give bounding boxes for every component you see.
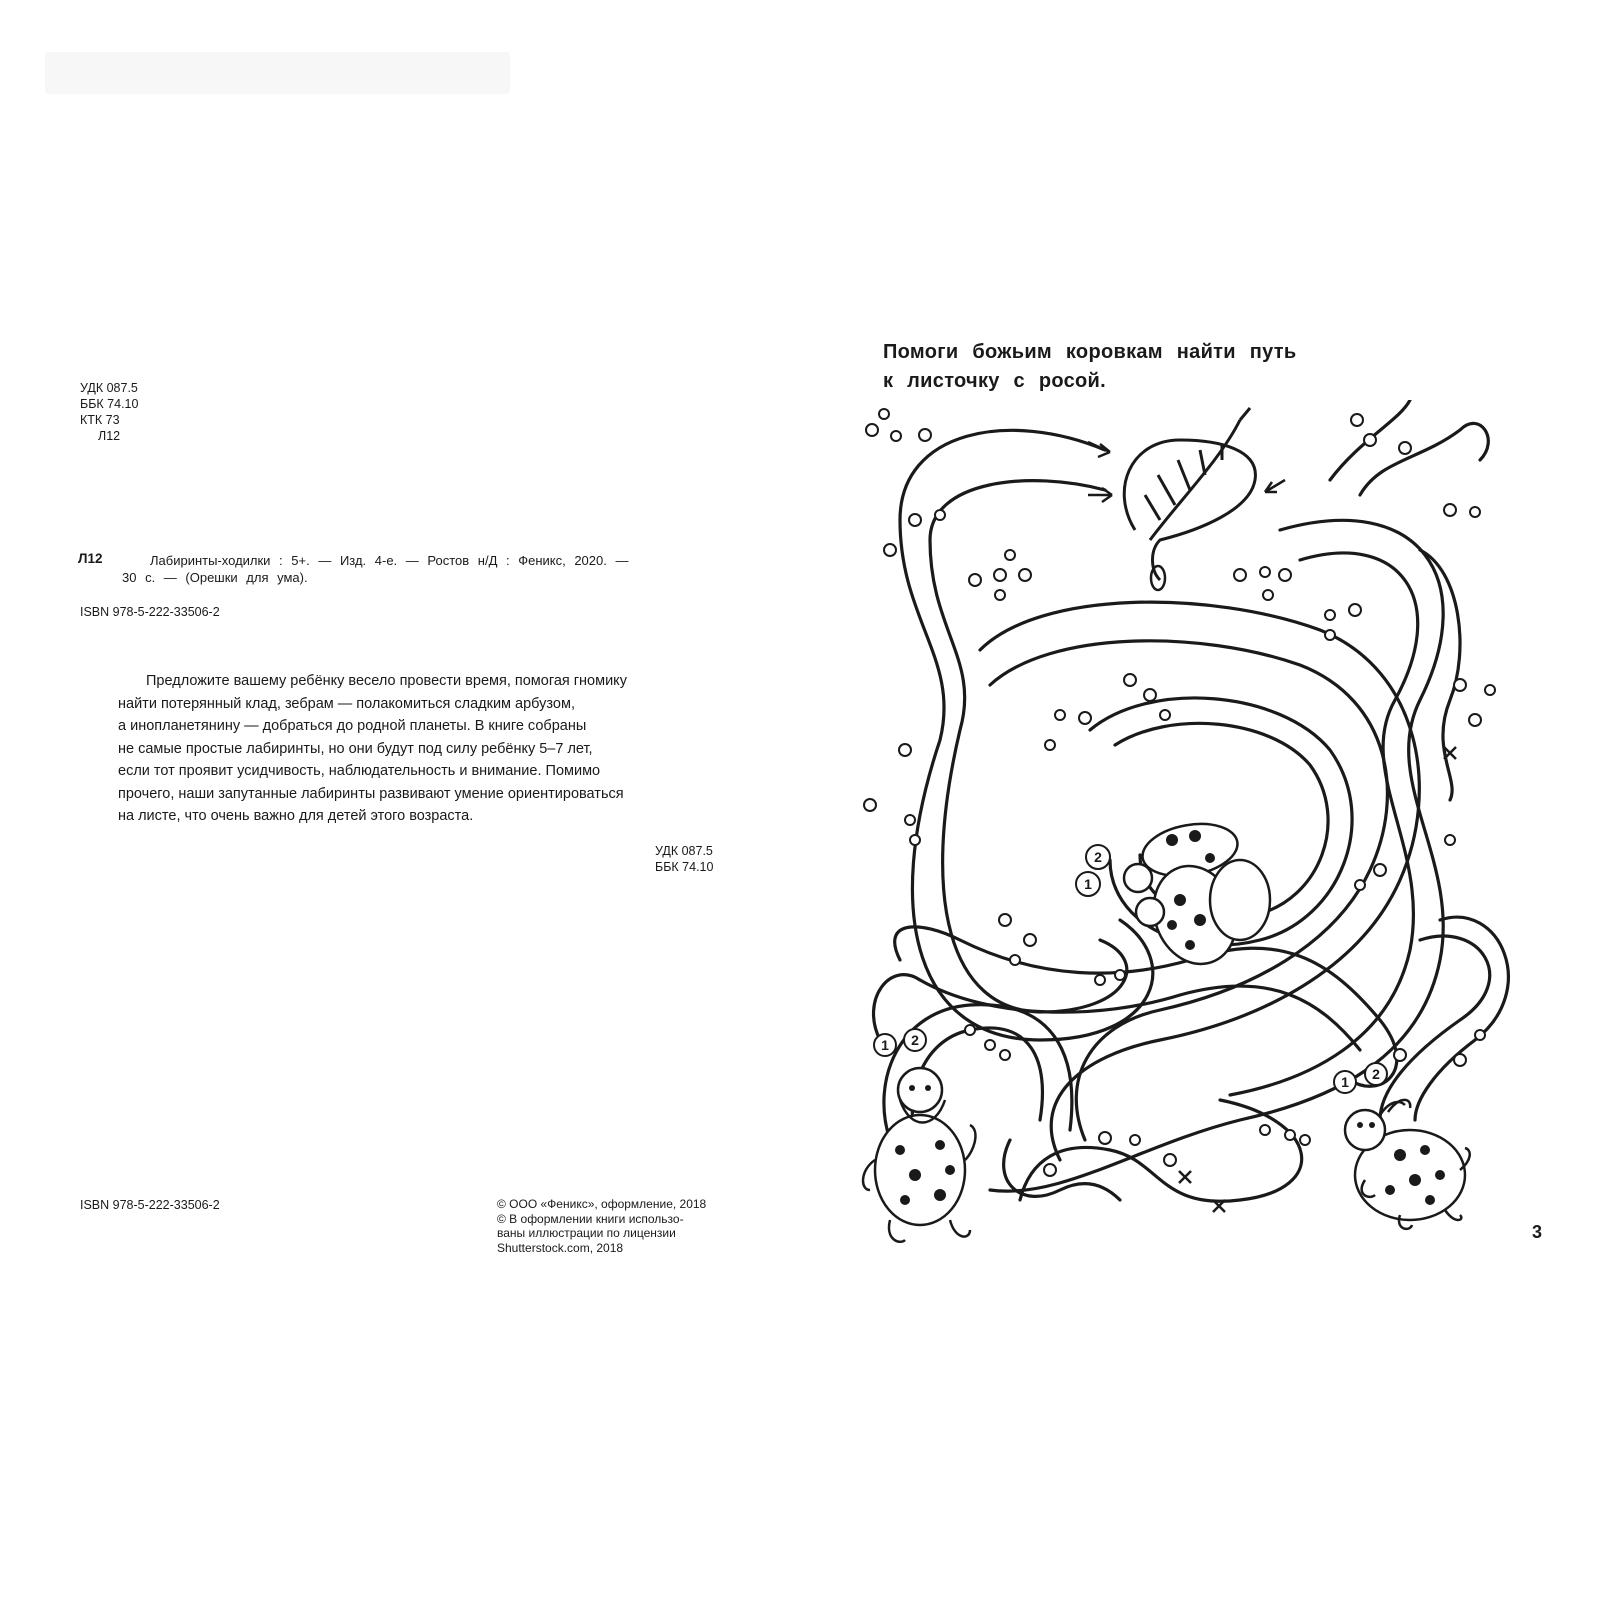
dead-end-icon <box>1179 1171 1191 1183</box>
isbn: ISBN 978-5-222-33506-2 <box>80 605 220 619</box>
annotation-line: не самые простые лабиринты, но они будут под силу ребёнку 5–7 лет, <box>118 740 593 757</box>
annotation-line: а инопланетянину — добраться до родной планеты. В книге собраны <box>118 718 587 734</box>
start-label: 1 <box>1084 876 1092 892</box>
arrow-icon <box>1265 480 1285 492</box>
copyright-line: ваны иллюстрации по лицензии <box>497 1226 676 1240</box>
bibliographic-record <box>122 552 710 586</box>
annotation-line: если тот проявит усидчивость, наблюдательность и внимание. Помимо <box>118 763 601 779</box>
start-label: 1 <box>881 1037 889 1053</box>
udk-code: УДК 087.5 <box>655 844 713 858</box>
page-title <box>883 338 1296 396</box>
annotation-line: на листе, что очень важно для детей этого возраста. <box>118 808 474 824</box>
start-label: 2 <box>1094 849 1102 865</box>
start-label: 1 <box>1341 1074 1349 1090</box>
udk-code: УДК 087.5 <box>80 381 138 395</box>
leaf-icon <box>1124 408 1255 590</box>
maze-illustration <box>860 400 1520 1250</box>
bib-line-2: 30 с. — (Орешки для ума). <box>122 570 308 585</box>
classification-codes-bottom <box>655 843 713 875</box>
maze-path <box>1380 936 1490 1120</box>
copyright-line: © ООО «Феникс», оформление, 2018 <box>497 1197 707 1211</box>
copyright-block <box>497 1197 706 1255</box>
author-mark: Л12 <box>78 551 103 566</box>
maze-path <box>930 481 1127 1012</box>
author-code: Л12 <box>98 429 121 443</box>
isbn-bottom: ISBN 978-5-222-33506-2 <box>80 1198 220 1212</box>
page-number: 3 <box>1532 1222 1543 1242</box>
copyright-line: © В оформлении книги использо- <box>497 1211 684 1226</box>
copyright-line: Shutterstock.com, 2018 <box>497 1240 624 1255</box>
annotation-line: Предложите вашему ребёнку весело провести время, помогая гномику <box>146 673 627 689</box>
ladybug-icon <box>1345 1100 1470 1229</box>
title-line-2: к листочку с росой. <box>883 370 1106 392</box>
watermark <box>45 52 510 94</box>
title-line-1: Помоги божьим коровкам найти путь <box>883 341 1297 363</box>
classification-codes <box>80 380 138 444</box>
annotation <box>118 670 710 828</box>
maze-path <box>1360 423 1488 495</box>
arrow-icon <box>1088 442 1110 457</box>
start-label: 2 <box>911 1032 919 1048</box>
bbk-code: ББК 74.10 <box>80 397 139 411</box>
annotation-line: прочего, наши запутанные лабиринты развивают умение ориентироваться <box>118 785 624 802</box>
ktk-code: КТК 73 <box>80 413 120 427</box>
bbk-code: ББК 74.10 <box>655 860 714 874</box>
annotation-line: найти потерянный клад, зебрам — полакомиться сладким арбузом, <box>118 695 575 712</box>
bib-line-1: Лабиринты-ходилки : 5+. — Изд. 4-е. — Ростов н/Д : Феникс, 2020. — <box>150 553 629 568</box>
start-label: 2 <box>1372 1066 1380 1082</box>
ladybug-icon <box>863 1068 975 1242</box>
